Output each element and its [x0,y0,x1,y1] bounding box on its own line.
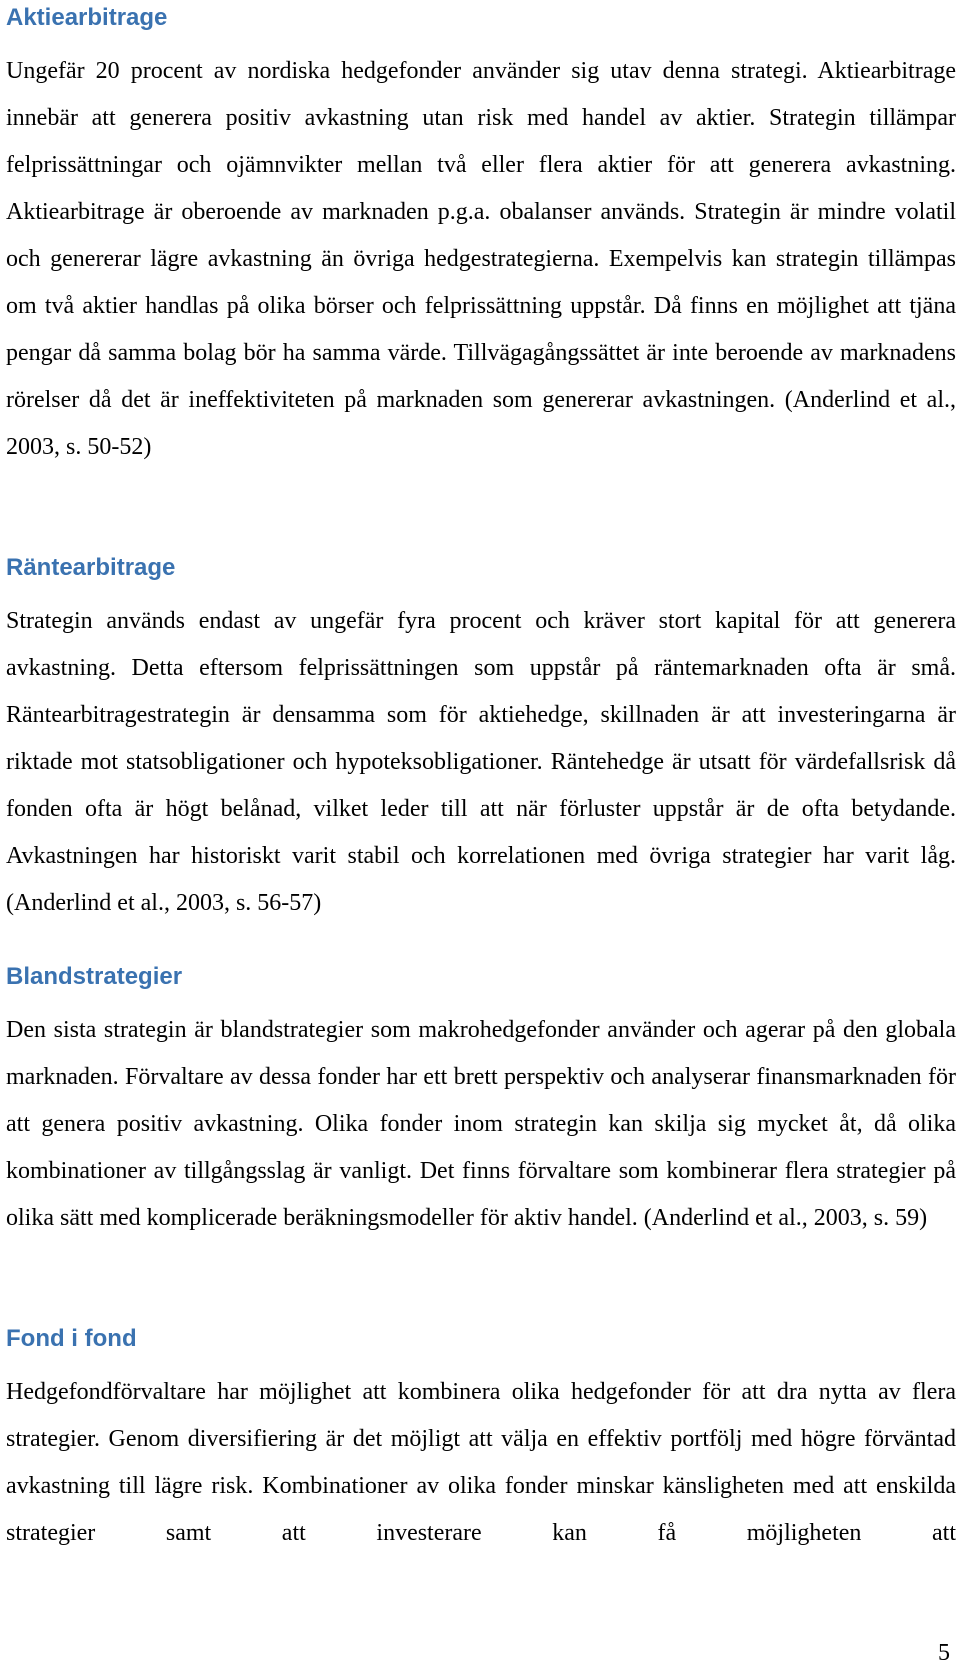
section-heading: Fond i fond [6,1325,137,1352]
section-aktiearbitrage [6,2,956,471]
section-paragraph: Den sista strategin är blandstrategier som makrohedgefonder använder och agerar på den globala marknaden. Förvaltare av dessa fonder har ett brett perspektiv och analyserar finansmarknaden för att genera positiv avkastning. Olika fonder inom strategin kan skilja sig mycket åt, då olika kombinationer av tillgångsslag är vanligt. Det finns förvaltare som kombinerar flera strategier på olika sätt med komplicerade beräkningsmodeller för aktiv handel. (Anderlind et al., 2003, s. 59) [6,1017,956,1231]
section-paragraph: Strategin används endast av ungefär fyra procent och kräver stort kapital för att generera avkastning. Detta eftersom felprissättningen som uppstår på räntemarknaden ofta är små. Räntearbitragestrategin är densamma som för aktiehedge, skillnaden är att investeringarna är riktade mot statsobligationer och hypoteksobligationer. Räntehedge är utsatt för värdefallsrisk då fonden ofta är högt belånad, vilket leder till att när förluster uppstår är de ofta betydande. Avkastningen har historiskt varit stabil och korrelationen med övriga strategier har varit låg. (Anderlind et al., 2003, s. 56-57) [6,608,956,916]
section-heading: Räntearbitrage [6,554,176,581]
page-number: 5 [938,1640,950,1666]
section-heading: Blandstrategier [6,963,183,990]
section-paragraph: Hedgefondförvaltare har möjlighet att kombinera olika hedgefonder för att dra nytta av flera strategier. Genom diversifiering är det möjligt att välja en effektiv portfölj med högre förväntad avkastning till lägre risk. Kombinationer av olika fonder minskar känsligheten med att enskilda strategier samt att investerare kan få möjligheten att [6,1379,956,1546]
section-rantearbitrage [6,552,956,927]
section-paragraph: Ungefär 20 procent av nordiska hedgefonder använder sig utav denna strategi. Aktiearbitrage innebär att generera positiv avkastning utan risk med handel av aktier. Strategin tillämpar felprissättningar och ojämnvikter mellan två eller flera aktier för att generera avkastning. Aktiearbitrage är oberoende av marknaden p.g.a. obalanser används. Strategin är mindre volatil och genererar lägre avkastning än övriga hedgestrategierna. Exempelvis kan strategin tillämpas om två aktier handlas på olika börser och felprissättning uppstår. Då finns en möjlighet att tjäna pengar då samma bolag bör ha samma värde. Tillvägagångssättet är inte beroende av marknadens rörelser då det är ineffektiviteten på marknaden som genererar avkastningen. (Anderlind et al., 2003, s. 50-52) [6,58,956,460]
section-blandstrategier [6,961,956,1242]
section-heading: Aktiearbitrage [6,4,168,31]
section-fond-i-fond [6,1323,956,1557]
